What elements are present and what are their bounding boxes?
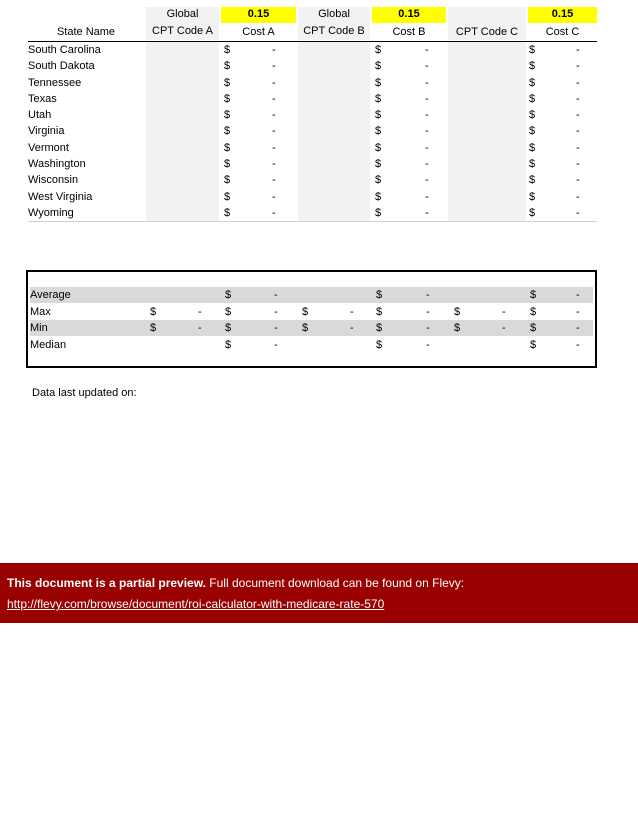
cost-value: - <box>272 125 276 138</box>
stat-min-a-value: - <box>274 322 278 334</box>
cost-value: - <box>425 76 429 89</box>
input-cell[interactable] <box>448 205 526 221</box>
header-global-a-top: Global <box>146 7 219 23</box>
input-cell[interactable] <box>448 75 526 91</box>
state-name-cell: Utah <box>28 109 52 122</box>
cost-value: - <box>272 158 276 171</box>
cost-currency: $ <box>375 206 382 219</box>
cost-currency: $ <box>224 190 231 203</box>
cost-currency: $ <box>375 141 382 154</box>
header-cpt-code-c: CPT Code C <box>455 26 519 38</box>
input-cell[interactable] <box>146 140 219 156</box>
stat-label-min: Min <box>30 322 48 334</box>
stat-label-median: Median <box>30 339 67 351</box>
cost-currency: $ <box>529 76 536 89</box>
preview-banner-message <box>7 576 464 590</box>
stat-min-c-value: - <box>576 322 580 334</box>
state-name-cell: Washington <box>28 158 86 171</box>
data-last-updated-label: Data last updated on: <box>32 387 137 399</box>
cost-currency: $ <box>224 60 231 73</box>
input-cell[interactable] <box>146 156 219 172</box>
cost-value: - <box>425 174 429 187</box>
cost-value: - <box>425 92 429 105</box>
cost-value: - <box>576 60 580 73</box>
input-cell[interactable] <box>298 189 370 205</box>
cost-value: - <box>576 158 580 171</box>
cost-value: - <box>272 60 276 73</box>
input-cell[interactable] <box>448 91 526 107</box>
cost-currency: $ <box>529 92 536 105</box>
input-cell[interactable] <box>298 42 370 58</box>
stat-min-global-b-value: - <box>350 322 354 334</box>
stat-max-b-value: - <box>426 306 430 318</box>
input-cell[interactable] <box>146 172 219 188</box>
cost-currency: $ <box>375 190 382 203</box>
stat-row-max <box>30 304 593 320</box>
cost-currency: $ <box>224 206 231 219</box>
stat-max-global-a-currency: $ <box>150 306 157 318</box>
table-row <box>28 75 597 91</box>
table-row <box>28 91 597 107</box>
table-header <box>28 7 597 40</box>
input-cell[interactable] <box>298 123 370 139</box>
table-row <box>28 107 597 123</box>
cost-currency: $ <box>224 125 231 138</box>
stat-min-b-currency: $ <box>376 322 383 334</box>
cost-currency: $ <box>375 109 382 122</box>
cost-currency: $ <box>529 190 536 203</box>
spreadsheet <box>28 7 597 219</box>
preview-banner-bold: This document is a partial preview. <box>7 576 206 590</box>
header-cpt-code-a: CPT Code A <box>146 23 219 40</box>
input-cell[interactable] <box>298 205 370 221</box>
input-cell[interactable] <box>298 156 370 172</box>
stat-min-b-value: - <box>426 322 430 334</box>
stat-median-b-value: - <box>426 339 430 351</box>
input-cell[interactable] <box>448 172 526 188</box>
state-name-cell: West Virginia <box>28 190 93 203</box>
table-row <box>28 58 597 74</box>
cost-currency: $ <box>224 174 231 187</box>
cost-value: - <box>425 109 429 122</box>
cost-currency: $ <box>375 44 382 56</box>
cost-value: - <box>425 190 429 203</box>
stat-median-c-currency: $ <box>530 339 537 351</box>
input-cell[interactable] <box>146 123 219 139</box>
stat-average-c-currency: $ <box>530 289 537 301</box>
state-rows <box>28 42 597 221</box>
state-name-cell: Virginia <box>28 125 65 138</box>
input-cell[interactable] <box>298 107 370 123</box>
preview-banner-link[interactable]: http://flevy.com/browse/document/roi-calculator-with-medicare-rate-570 <box>7 597 385 611</box>
cost-currency: $ <box>375 92 382 105</box>
cost-value: - <box>272 206 276 219</box>
header-state-name: State Name <box>56 26 116 38</box>
preview-banner <box>0 563 638 623</box>
stat-median-b-currency: $ <box>376 339 383 351</box>
input-cell[interactable] <box>146 107 219 123</box>
stat-row-average <box>30 287 593 303</box>
cost-value: - <box>272 92 276 105</box>
input-cell[interactable] <box>448 42 526 58</box>
table-row <box>28 172 597 188</box>
input-cell[interactable] <box>448 140 526 156</box>
cost-value: - <box>425 141 429 154</box>
input-cell[interactable] <box>146 42 219 58</box>
cost-value: - <box>425 206 429 219</box>
header-rate-c: 0.15 <box>528 7 597 23</box>
stat-min-cpt-c-value: - <box>502 322 506 334</box>
input-cell[interactable] <box>448 107 526 123</box>
input-cell[interactable] <box>298 75 370 91</box>
cost-currency: $ <box>529 60 536 73</box>
stat-average-b-value: - <box>426 289 430 301</box>
stat-min-c-currency: $ <box>530 322 537 334</box>
cost-value: - <box>576 190 580 203</box>
cost-currency: $ <box>529 141 536 154</box>
cost-currency: $ <box>224 158 231 171</box>
cost-currency: $ <box>224 141 231 154</box>
header-cost-a: Cost A <box>242 26 275 38</box>
cost-currency: $ <box>375 125 382 138</box>
cost-value: - <box>576 44 580 56</box>
cost-currency: $ <box>224 44 231 56</box>
header-cost-c: Cost C <box>545 26 580 38</box>
header-cost-b: Cost B <box>392 26 426 38</box>
state-name-cell: Tennessee <box>28 76 82 89</box>
table-row <box>28 123 597 139</box>
cost-currency: $ <box>529 174 536 187</box>
input-cell[interactable] <box>448 58 526 74</box>
stat-min-global-b-currency: $ <box>302 322 309 334</box>
cost-value: - <box>272 190 276 203</box>
cost-currency: $ <box>375 60 382 73</box>
cost-currency: $ <box>375 76 382 89</box>
input-cell[interactable] <box>146 205 219 221</box>
state-name-cell: Wisconsin <box>28 174 79 187</box>
cost-value: - <box>576 92 580 105</box>
stat-median-a-value: - <box>274 339 278 351</box>
cost-currency: $ <box>529 158 536 171</box>
stat-average-c-value: - <box>576 289 580 301</box>
cost-value: - <box>576 141 580 154</box>
header-rate-a: 0.15 <box>221 7 296 23</box>
stat-max-global-b-currency: $ <box>302 306 309 318</box>
table-row <box>28 205 597 221</box>
input-cell[interactable] <box>448 123 526 139</box>
cost-value: - <box>272 44 276 56</box>
input-cell[interactable] <box>298 58 370 74</box>
stat-median-c-value: - <box>576 339 580 351</box>
input-cell[interactable] <box>298 140 370 156</box>
cost-value: - <box>425 60 429 73</box>
cost-value: - <box>272 174 276 187</box>
rows-end-divider <box>28 221 597 222</box>
stat-max-a-currency: $ <box>225 306 232 318</box>
cost-value: - <box>576 206 580 219</box>
stats-box <box>26 270 597 368</box>
header-global-b-top: Global <box>298 7 370 23</box>
input-cell[interactable] <box>298 91 370 107</box>
header-rate-b: 0.15 <box>372 7 446 23</box>
stat-max-cpt-c-currency: $ <box>454 306 461 318</box>
input-cell[interactable] <box>298 172 370 188</box>
stat-min-cpt-c-currency: $ <box>454 322 461 334</box>
state-name-cell: South Carolina <box>28 44 101 56</box>
cost-value: - <box>576 125 580 138</box>
state-name-cell: South Dakota <box>28 60 95 73</box>
input-cell[interactable] <box>146 75 219 91</box>
cost-currency: $ <box>529 125 536 138</box>
stat-max-b-currency: $ <box>376 306 383 318</box>
cost-currency: $ <box>529 109 536 122</box>
cost-value: - <box>272 109 276 122</box>
stat-min-a-currency: $ <box>225 322 232 334</box>
stat-max-c-currency: $ <box>530 306 537 318</box>
stat-average-b-currency: $ <box>376 289 383 301</box>
cost-value: - <box>272 76 276 89</box>
stat-row-min <box>30 320 593 336</box>
cost-currency: $ <box>224 76 231 89</box>
cost-currency: $ <box>375 174 382 187</box>
preview-banner-text: Full document download can be found on Flevy: <box>209 576 465 590</box>
table-row <box>28 156 597 172</box>
cost-value: - <box>576 174 580 187</box>
input-cell[interactable] <box>146 189 219 205</box>
state-name-cell: Texas <box>28 92 57 105</box>
state-name-cell: Wyoming <box>28 206 74 219</box>
cost-currency: $ <box>224 92 231 105</box>
stat-max-a-value: - <box>274 306 278 318</box>
table-row <box>28 140 597 156</box>
cost-currency: $ <box>375 158 382 171</box>
input-cell[interactable] <box>448 189 526 205</box>
cost-currency: $ <box>224 109 231 122</box>
cost-currency: $ <box>529 44 536 56</box>
stat-max-global-a-value: - <box>198 306 202 318</box>
stat-max-cpt-c-value: - <box>502 306 506 318</box>
input-cell[interactable] <box>146 91 219 107</box>
stat-average-a-value: - <box>274 289 278 301</box>
stat-label-average: Average <box>30 289 71 301</box>
stat-median-a-currency: $ <box>225 339 232 351</box>
stat-average-a-currency: $ <box>225 289 232 301</box>
cost-value: - <box>425 125 429 138</box>
cost-value: - <box>576 76 580 89</box>
input-cell[interactable] <box>448 156 526 172</box>
cost-value: - <box>272 141 276 154</box>
cost-value: - <box>425 44 429 56</box>
stat-row-median <box>30 337 593 353</box>
stat-min-global-a-value: - <box>198 322 202 334</box>
state-name-cell: Vermont <box>28 141 69 154</box>
stat-min-global-a-currency: $ <box>150 322 157 334</box>
header-cpt-code-b: CPT Code B <box>298 23 370 40</box>
table-row <box>28 42 597 58</box>
cost-value: - <box>425 158 429 171</box>
stat-max-c-value: - <box>576 306 580 318</box>
stat-label-max: Max <box>30 306 51 318</box>
stat-max-global-b-value: - <box>350 306 354 318</box>
input-cell[interactable] <box>146 58 219 74</box>
cost-value: - <box>576 109 580 122</box>
cost-currency: $ <box>529 206 536 219</box>
table-row <box>28 189 597 205</box>
